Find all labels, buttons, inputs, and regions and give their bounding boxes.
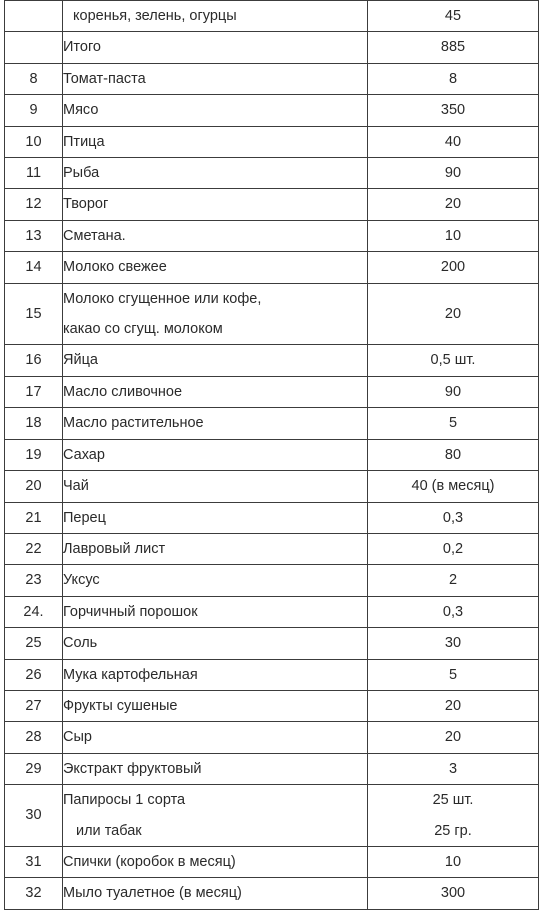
item-quantity-cell [368, 596, 539, 627]
item-name-cell [63, 1, 368, 32]
item-quantity: 90 [444, 165, 462, 182]
table-row [5, 158, 539, 189]
item-quantity-cell [368, 439, 539, 470]
item-name: Томат-паста [63, 70, 146, 87]
table-row [5, 345, 539, 376]
item-name: Сахар [63, 446, 105, 463]
item-quantity-cell [368, 63, 539, 94]
item-quantity-cell [368, 408, 539, 439]
item-name-cell [63, 502, 368, 533]
item-quantity: 80 [444, 446, 462, 463]
item-quantity-cell [368, 502, 539, 533]
item-quantity: 45 [444, 8, 462, 24]
row-number [5, 1, 63, 32]
table-row [5, 95, 539, 126]
item-quantity: 25 шт. [432, 792, 474, 809]
row-number: 22 [5, 533, 63, 564]
item-name: Мука картофельная [63, 666, 198, 683]
item-quantity: 8 [448, 70, 458, 87]
row-number: 29 [5, 753, 63, 784]
item-quantity-cell [368, 878, 539, 909]
row-number: 17 [5, 376, 63, 407]
item-name: Горчичный порошок [63, 603, 198, 620]
item-quantity-cell [368, 628, 539, 659]
table-row [5, 63, 539, 94]
table-row [5, 533, 539, 564]
item-name: Фрукты сушеные [63, 697, 178, 714]
item-quantity-cell [368, 189, 539, 220]
item-quantity-cell [368, 376, 539, 407]
item-quantity-cell [368, 95, 539, 126]
row-number: 30 [5, 785, 63, 847]
item-quantity: 885 [440, 39, 466, 56]
ration-table [4, 0, 539, 910]
item-quantity: 40 [444, 133, 462, 150]
item-name-cell [63, 63, 368, 94]
item-name: Итого [63, 39, 101, 56]
table-row [5, 753, 539, 784]
item-quantity-cell [368, 722, 539, 753]
item-quantity-cell [368, 158, 539, 189]
item-name: какао со сгущ. молоком [63, 321, 223, 338]
item-quantity-cell [368, 32, 539, 63]
item-name: Уксус [63, 572, 100, 589]
item-name-cell [63, 690, 368, 721]
table-row [5, 220, 539, 251]
item-quantity: 0,3 [442, 509, 464, 526]
item-quantity-cell [368, 283, 539, 345]
row-number: 28 [5, 722, 63, 753]
item-name-cell [63, 659, 368, 690]
item-name: Экстракт фруктовый [63, 760, 202, 777]
row-number: 31 [5, 846, 63, 877]
row-number: 21 [5, 502, 63, 533]
item-quantity: 30 [444, 635, 462, 652]
item-name: Молоко свежее [63, 259, 167, 276]
table-row [5, 565, 539, 596]
item-name: Мясо [63, 102, 99, 119]
row-number: 26 [5, 659, 63, 690]
item-quantity-cell [368, 753, 539, 784]
item-name: Сыр [63, 729, 92, 746]
item-name-cell [63, 158, 368, 189]
item-name: Чай [63, 478, 89, 495]
item-quantity-cell [368, 471, 539, 502]
item-name: Перец [63, 509, 106, 526]
item-name: Сметана. [63, 227, 126, 244]
table-row [5, 126, 539, 157]
item-quantity-cell [368, 1, 539, 32]
item-name-cell [63, 345, 368, 376]
row-number: 15 [5, 283, 63, 345]
item-name-cell [63, 252, 368, 283]
table-row [5, 722, 539, 753]
item-quantity: 20 [444, 305, 462, 322]
item-name: коренья, зелень, огурцы [73, 8, 237, 24]
item-quantity: 300 [440, 885, 466, 902]
item-name-cell [63, 628, 368, 659]
table-row [5, 471, 539, 502]
item-quantity-cell [368, 659, 539, 690]
item-name-cell [63, 283, 368, 345]
table-row [5, 408, 539, 439]
item-name: Папиросы 1 сорта [63, 792, 186, 809]
row-number: 8 [5, 63, 63, 94]
item-quantity-cell [368, 345, 539, 376]
table-row [5, 189, 539, 220]
row-number: 24. [5, 596, 63, 627]
table-row [5, 283, 539, 345]
table-row [5, 628, 539, 659]
item-quantity-cell [368, 126, 539, 157]
item-name-cell [63, 126, 368, 157]
table-row [5, 252, 539, 283]
item-quantity-cell [368, 785, 539, 847]
item-quantity: 20 [444, 729, 462, 746]
row-number: 12 [5, 189, 63, 220]
table-row [5, 376, 539, 407]
row-number: 16 [5, 345, 63, 376]
item-name: Творог [63, 196, 109, 213]
item-quantity: 90 [444, 383, 462, 400]
item-quantity: 5 [448, 666, 458, 683]
item-quantity-cell [368, 846, 539, 877]
row-number: 23 [5, 565, 63, 596]
item-name: Мыло туалетное (в месяц) [63, 885, 242, 902]
item-name-cell [63, 220, 368, 251]
item-quantity-cell [368, 690, 539, 721]
item-quantity-cell [368, 533, 539, 564]
item-name-cell [63, 376, 368, 407]
table-row [5, 690, 539, 721]
item-quantity: 25 гр. [434, 822, 472, 839]
item-quantity: 40 (в месяц) [411, 478, 495, 495]
row-number: 10 [5, 126, 63, 157]
table-row [5, 439, 539, 470]
item-name-cell [63, 565, 368, 596]
item-name-cell [63, 32, 368, 63]
item-quantity: 10 [444, 227, 462, 244]
item-name-cell [63, 596, 368, 627]
item-name: Молоко сгущенное или кофе, [63, 290, 262, 307]
row-number: 11 [5, 158, 63, 189]
row-number: 25 [5, 628, 63, 659]
item-quantity-cell [368, 220, 539, 251]
item-quantity: 5 [448, 415, 458, 432]
item-name-cell [63, 471, 368, 502]
item-name: Масло сливочное [63, 383, 183, 400]
table-row [5, 32, 539, 63]
item-name: Лавровый лист [63, 540, 166, 557]
item-name-cell [63, 408, 368, 439]
item-name: Спички (коробок в месяц) [63, 853, 236, 870]
item-quantity: 3 [448, 760, 458, 777]
row-number: 13 [5, 220, 63, 251]
item-quantity: 20 [444, 196, 462, 213]
table-row [5, 596, 539, 627]
item-quantity-cell [368, 252, 539, 283]
item-name: Масло растительное [63, 415, 204, 432]
item-name-cell [63, 785, 368, 847]
item-name-cell [63, 878, 368, 909]
item-quantity: 2 [448, 572, 458, 589]
ration-table-body [5, 1, 539, 910]
item-quantity: 20 [444, 697, 462, 714]
item-name-cell [63, 95, 368, 126]
item-name: Птица [63, 133, 105, 150]
item-name-cell [63, 722, 368, 753]
table-row [5, 846, 539, 877]
row-number: 14 [5, 252, 63, 283]
row-number: 32 [5, 878, 63, 909]
item-name: или табак [76, 822, 142, 839]
item-name: Яйца [63, 352, 98, 369]
table-row [5, 1, 539, 32]
row-number: 20 [5, 471, 63, 502]
table-row [5, 785, 539, 847]
item-name-cell [63, 439, 368, 470]
row-number: 19 [5, 439, 63, 470]
table-row [5, 659, 539, 690]
table-row [5, 502, 539, 533]
row-number: 18 [5, 408, 63, 439]
item-name-cell [63, 533, 368, 564]
item-quantity: 0,5 шт. [430, 352, 476, 369]
item-quantity: 0,3 [442, 603, 464, 620]
item-quantity: 350 [440, 102, 466, 119]
item-name-cell [63, 753, 368, 784]
item-quantity: 10 [444, 853, 462, 870]
item-quantity-cell [368, 565, 539, 596]
row-number: 27 [5, 690, 63, 721]
item-quantity: 200 [440, 259, 466, 276]
row-number: 9 [5, 95, 63, 126]
item-name-cell [63, 846, 368, 877]
item-quantity: 0,2 [442, 540, 464, 557]
row-number [5, 32, 63, 63]
item-name: Соль [63, 635, 98, 652]
item-name-cell [63, 189, 368, 220]
item-name: Рыба [63, 165, 100, 182]
table-row [5, 878, 539, 909]
